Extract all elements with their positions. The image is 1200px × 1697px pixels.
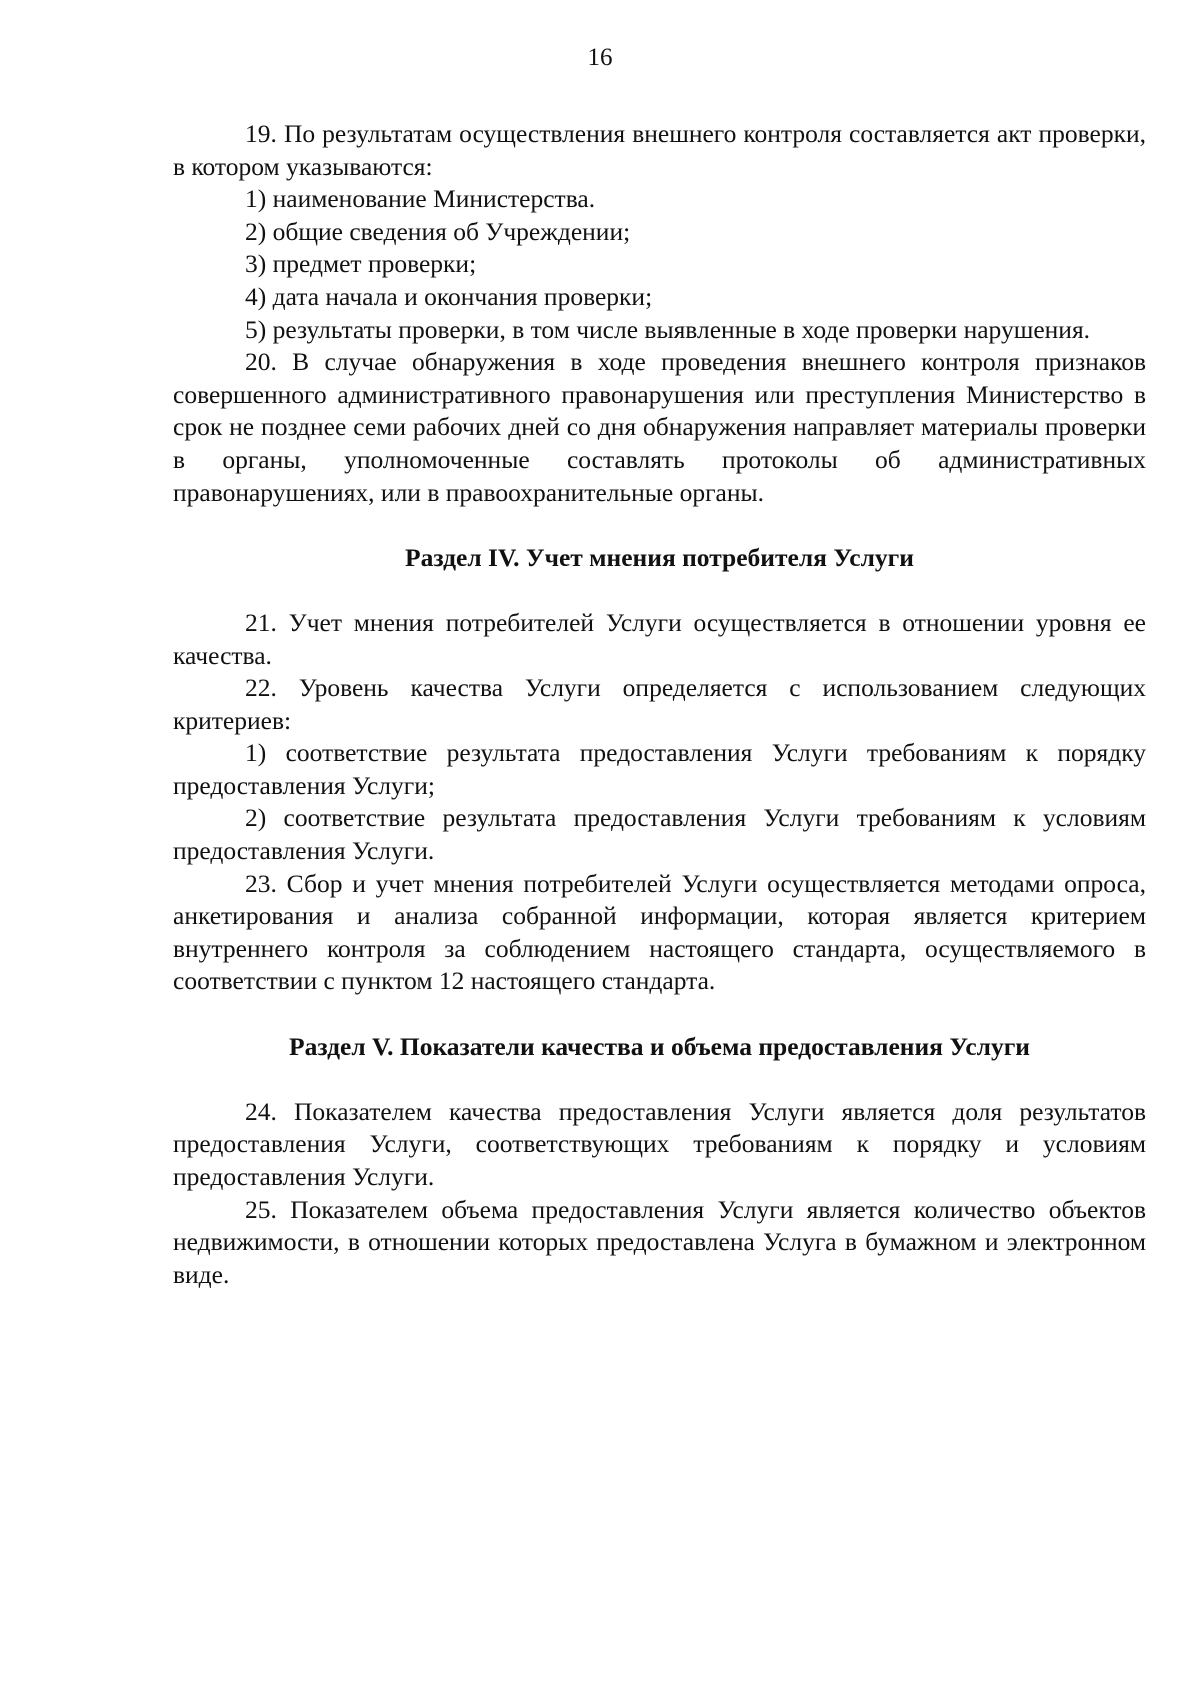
list-item-3: 3) предмет проверки; — [245, 249, 477, 279]
paragraph-20: 20. В случае обнаружения в ходе проведения внешнего контроля признаков совершенного административного правонарушения или преступления Министерство в срок не позднее семи рабочих дней со дня обнаружения направляет материалы проверки в органы, уполномоченные составлять протоколы об административных правонарушениях, или в правоохранительные органы. — [173, 347, 1146, 507]
paragraph-24: 24. Показателем качества предоставления Услуги является доля результатов предоставления Услуги, соответствующих требованиям к порядку и условиям предоставления Услуги. — [173, 1096, 1146, 1191]
section-4-heading: Раздел IV. Учет мнения потребителя Услуги — [405, 542, 914, 572]
paragraph-23: 23. Сбор и учет мнения потребителей Услуги осуществляется методами опроса, анкетирования и анализа собранной информации, которая является критерием внутреннего контроля за соблюдением настоящего стандарта, осуществляемого в соответствии с пунктом 12 настоящего стандарта. — [173, 868, 1146, 996]
paragraph-21: 21. Учет мнения потребителей Услуги осуществляется в отношении уровня ее качества. — [173, 607, 1146, 670]
document-body — [173, 118, 1146, 1291]
criterion-1: 1) соответствие результата предоставления Услуги требованиям к порядку предоставления Услуги; — [173, 738, 1146, 800]
paragraph-25: 25. Показателем объема предоставления Услуги является количество объектов недвижимости, в отношении которых предоставлена Услуга в бумажном и электронном виде. — [173, 1194, 1146, 1289]
paragraph-22: 22. Уровень качества Услуги определяется с использованием следующих критериев: — [173, 673, 1146, 735]
list-item-2: 2) общие сведения об Учреждении; — [245, 216, 631, 246]
paragraph-19: 19. По результатам осуществления внешнего контроля составляется акт проверки, в котором указываются: — [173, 119, 1146, 181]
list-item-5: 5) результаты проверки, в том числе выявленные в ходе проверки нарушения. — [245, 314, 1091, 344]
page-number: 16 — [587, 44, 613, 71]
criterion-2: 2) соответствие результата предоставления Услуги требованиям к условиям предоставления Услуги. — [173, 803, 1146, 866]
section-5-heading: Раздел V. Показатели качества и объема предоставления Услуги — [289, 1031, 1030, 1061]
list-item-4: 4) дата начала и окончания проверки; — [245, 281, 653, 311]
list-item-1: 1) наименование Министерства. — [245, 184, 596, 214]
